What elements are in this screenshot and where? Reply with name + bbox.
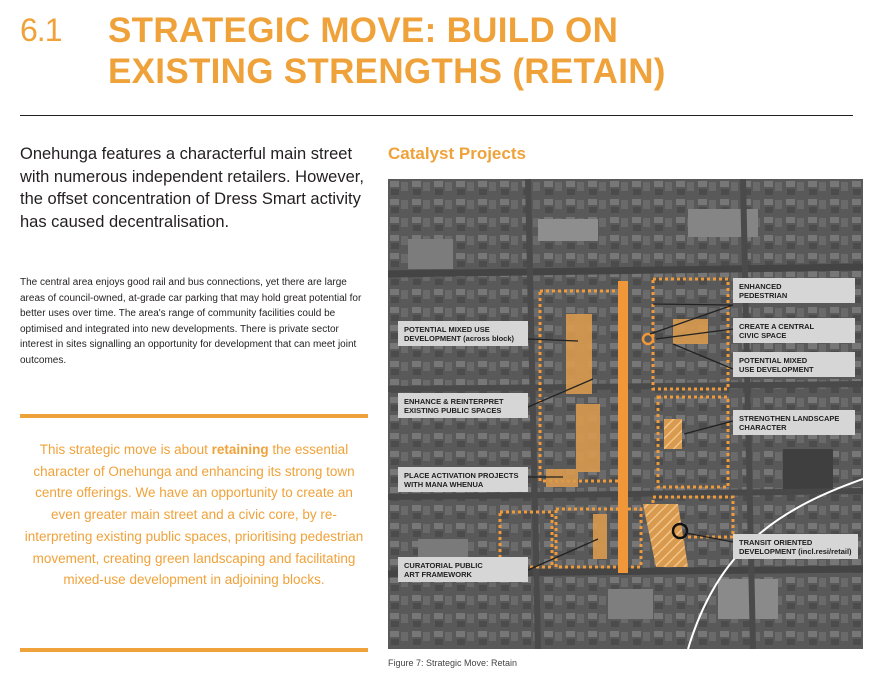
label-landscape-character: STRENGTHEN LANDSCAPE CHARACTER <box>733 410 855 435</box>
title-line-1: STRATEGIC MOVE: BUILD ON <box>108 11 619 50</box>
title-line-2: EXISTING STRENGTHS (RETAIN) <box>108 52 666 91</box>
label-curatorial-art: CURATORIAL PUBLIC ART FRAMEWORK <box>398 557 528 582</box>
pullquote-bottom-rule <box>20 648 368 652</box>
catalyst-map <box>388 179 863 649</box>
pullquote-top-rule <box>20 414 368 418</box>
label-place-activation: PLACE ACTIVATION PROJECTS WITH MANA WHENUA <box>398 467 528 492</box>
section-number: 6.1 <box>20 12 62 48</box>
figure-caption: Figure 7: Strategic Move: Retain <box>388 658 518 668</box>
label-mixed-use: POTENTIAL MIXED USE DEVELOPMENT <box>733 352 855 377</box>
page-title <box>108 10 828 92</box>
pullquote-before: This strategic move is about <box>39 442 212 457</box>
header-divider <box>20 115 853 116</box>
pullquote-emphasis: retaining <box>211 442 269 457</box>
label-transit-oriented: TRANSIT ORIENTED DEVELOPMENT (incl.resi/retail) <box>733 534 858 559</box>
catalyst-heading: Catalyst Projects <box>388 144 526 163</box>
label-reinterpret-spaces: ENHANCE & REINTERPRET EXISTING PUBLIC SPACES <box>398 393 528 418</box>
intro-body: The central area enjoys good rail and bus connections, yet there are large areas of council-owned, at-grade car parking that may hold great potential for better uses over time. The area's range of community facilities could be optimised and integrated into new developments. There is private sector interest in sites signalling an opportunity for development that can meet joint outcomes. <box>20 277 362 366</box>
intro-lead: Onehunga features a characterful main street with numerous independent retailers. However, the offset concentration of Dress Smart activity has caused decentralisation. <box>20 145 364 231</box>
label-enhanced-pedestrian: ENHANCED PEDESTRIAN <box>733 278 855 303</box>
pullquote-after: the essential character of Onehunga and enhancing its strong town centre offerings. We have an opportunity to create an even greater main street and a civic core, by re-interpreting existing public spaces, prioritising pedestrian movement, creating green landscaping and facilitating mixed-use development in adjoining blocks. <box>24 442 364 588</box>
label-civic-space: CREATE A CENTRAL CIVIC SPACE <box>733 318 855 343</box>
label-mixed-use-block: POTENTIAL MIXED USE DEVELOPMENT (across block) <box>398 321 528 346</box>
pullquote <box>20 439 368 591</box>
